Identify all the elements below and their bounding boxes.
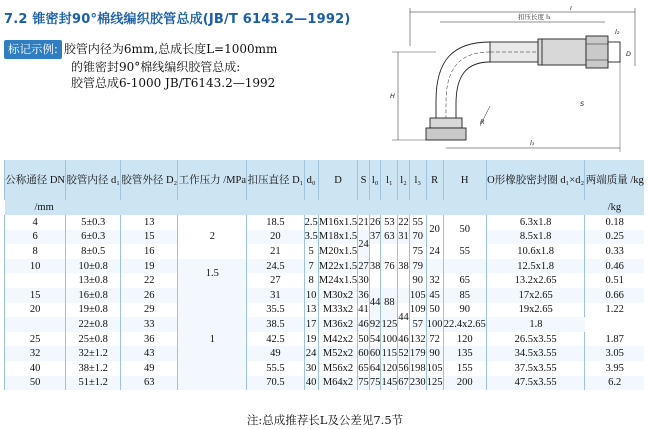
table-row [5, 317, 645, 332]
table-cell: 20 [426, 215, 443, 244]
table-cell: M64x2 [318, 376, 357, 391]
table-cell: 16 [121, 244, 178, 259]
table-row [5, 215, 645, 230]
table-cell: 21 [247, 244, 304, 259]
table-cell: 85 [443, 288, 486, 303]
table-cell: 0.18 [585, 215, 644, 230]
table-cell: 2 [178, 215, 247, 259]
drawing-label-R: R [480, 118, 485, 126]
table-cell: 10.6x1.8 [486, 244, 585, 259]
col-H: H [443, 160, 486, 200]
table-cell: M20x1.5 [318, 245, 358, 257]
col-l2: l₂ [398, 160, 410, 200]
table-cell: 2.5 [304, 216, 318, 228]
table-cell: 0.46 [585, 259, 644, 274]
table-cell: 63 [121, 376, 178, 391]
table-cell: 65 [443, 273, 486, 288]
table-cell: 29 [121, 303, 178, 318]
table-cell: 105 [426, 362, 443, 374]
table-cell [5, 317, 66, 332]
table-cell: 1.8 [486, 317, 585, 332]
table-cell: 19 [305, 333, 317, 345]
table-cell: 22 [398, 216, 409, 228]
table-cell: 31 [247, 288, 304, 303]
table-cell: 34.5x3.55 [486, 346, 585, 361]
table-cell: 27 [247, 273, 304, 288]
unit-kg: /kg [585, 200, 644, 215]
table-row [5, 230, 645, 245]
table-cell: 3.95 [585, 361, 644, 376]
table-cell: 5±0.3 [66, 215, 121, 230]
marking-example [4, 40, 277, 92]
table-cell: 22±0.8 [66, 317, 121, 332]
page-title: 7.2 锥密封90°棉线编织胶管总成(JB/T 6143.2—1992) [4, 12, 351, 27]
table-cell: 36 [358, 289, 369, 301]
table-cell: 120 [443, 332, 486, 347]
table-cell: 0.51 [585, 273, 644, 288]
table-cell: 38 [398, 244, 410, 288]
table-cell: 6 [5, 230, 66, 245]
table-row [5, 376, 645, 391]
table-cell: 26.5x3.55 [486, 332, 585, 347]
table-cell: 100 [381, 333, 398, 345]
table-cell: 33 [121, 317, 178, 332]
table-cell: 17 [305, 318, 317, 330]
table-row [5, 273, 645, 288]
spec-table [4, 160, 644, 390]
table-cell: M42x2 [318, 332, 357, 347]
table-cell: 41 [358, 304, 369, 316]
table-cell: 155 [443, 361, 486, 376]
table-cell: 6±0.3 [66, 230, 121, 245]
table-cell: 5 [304, 244, 318, 259]
drawing-label-l3-top: 扣压长度 l₃ [518, 13, 551, 21]
table-cell: 8 [304, 273, 318, 288]
table-cell: 3.05 [585, 346, 644, 361]
table-cell: 50 [358, 333, 369, 345]
table-cell: 46 [358, 318, 369, 330]
table-cell: 8 [5, 244, 66, 259]
table-cell: 50 [443, 215, 486, 244]
table-cell: 24.5 [247, 259, 304, 274]
table-cell: 1.87 [585, 332, 644, 347]
table-cell: 32 [426, 273, 443, 288]
example-line-1: 胶管内径为6mm,总成长度L=1000mm [63, 42, 278, 56]
table-cell: 90 [409, 273, 426, 288]
drawing-label-l3: l₃ [530, 139, 535, 147]
table-cell: 32±1.2 [66, 346, 121, 361]
table-cell: 63 [381, 230, 398, 245]
table-cell: 70.5 [247, 376, 304, 391]
table-cell: 70 [409, 230, 426, 245]
table-cell: 75 [358, 377, 369, 389]
table-cell: 198 [409, 362, 426, 374]
table-cell: 60 [369, 348, 381, 360]
col-S: S [358, 160, 370, 200]
col-d0: d₀ [304, 160, 318, 200]
table-cell: 24 [426, 244, 443, 259]
table-cell: 22.4x2.65 [443, 318, 486, 330]
col-R: R [426, 160, 443, 200]
table-cell: 0.66 [585, 288, 644, 303]
table-row [5, 361, 645, 376]
table-cell: 1.22 [585, 303, 644, 318]
table-cell: 125 [426, 377, 443, 389]
col-mass: 两端质量 /kg [585, 160, 644, 200]
table-cell: 13 [305, 304, 317, 316]
table-cell: 55.5 [247, 361, 304, 376]
drawing-label-l2: l₂ [615, 28, 620, 36]
table-cell [443, 259, 486, 274]
table-cell: 50 [426, 303, 443, 318]
table-row [5, 303, 645, 318]
table-cell: M33x2 [318, 303, 357, 318]
table-row [5, 288, 645, 303]
table-cell: 1.5 [178, 259, 247, 288]
col-l3: l₃ [409, 160, 426, 200]
table-cell: 30 [358, 275, 369, 287]
table-cell: 55 [443, 244, 486, 259]
table-cell: 17x2.65 [486, 288, 585, 303]
table-cell: 179 [409, 348, 426, 360]
col-pressure: 工作压力 /MPa [178, 160, 247, 200]
table-cell: 60 [358, 348, 369, 360]
table-cell: 19x2.65 [486, 303, 585, 318]
table-cell: 120 [381, 362, 398, 374]
table-cell: 15 [121, 230, 178, 245]
table-cell: 30 [305, 362, 317, 374]
table-cell: 8.5x1.8 [486, 230, 585, 245]
table-cell: 1 [178, 288, 247, 390]
table-cell: 135 [443, 346, 486, 361]
table-cell: 20 [247, 230, 304, 245]
table-cell: 35.5 [247, 303, 304, 318]
table-cell: 13 [121, 215, 178, 230]
table-cell: 65 [358, 362, 369, 374]
col-crimp: 扣压直径 D₁ [247, 160, 304, 200]
table-cell: 12.5x1.8 [486, 259, 585, 274]
table-cell: M30x2 [318, 288, 357, 303]
table-cell: 64 [369, 362, 381, 374]
table-cell: 125 [381, 318, 398, 330]
table-cell: 100 [426, 318, 443, 330]
table-cell: 37 [369, 231, 381, 243]
table-cell: 49 [121, 361, 178, 376]
table-cell: 200 [443, 376, 486, 391]
table-row [5, 332, 645, 347]
table-cell: 44 [369, 288, 381, 317]
table-row [5, 346, 645, 361]
table-cell: 40 [5, 361, 66, 376]
drawing-label-D: D [626, 50, 632, 58]
example-line-2: 的锥密封90°棉线编织胶管总成: [71, 59, 241, 74]
table-cell: M52x2 [318, 346, 357, 361]
table-row [5, 244, 645, 259]
table-cell: 92 [369, 318, 381, 330]
table-cell: 132 [409, 333, 426, 345]
table-cell: 115 [381, 348, 397, 360]
table-cell: 55 [409, 215, 426, 230]
table-cell: 24 [358, 230, 370, 259]
table-cell: M16x1.5 [318, 216, 358, 228]
table-cell: 6.3x1.8 [486, 215, 585, 230]
table-cell: 10±0.8 [66, 259, 121, 274]
table-cell [5, 273, 66, 288]
table-cell: 0.25 [585, 230, 644, 245]
col-d1: 胶管内径 d₁ [66, 160, 121, 200]
table-cell: 109 [409, 304, 426, 316]
table-cell: 32 [5, 346, 66, 361]
example-tag: 标记示例: [4, 40, 62, 59]
table-cell: 54 [369, 333, 381, 345]
table-cell [426, 259, 443, 274]
table-cell: 26 [369, 216, 381, 228]
table-cell: 105 [409, 289, 426, 301]
table-cell: 7 [304, 259, 318, 274]
table-cell: 56 [398, 362, 409, 374]
table-cell: 47.5x3.55 [486, 376, 585, 391]
table-cell: M56x2 [318, 361, 357, 376]
table-cell: 19 [121, 259, 178, 274]
table-cell: 45 [426, 288, 443, 303]
table-cell: 50 [5, 376, 66, 391]
drawing-label-H: H [390, 92, 395, 100]
table-cell: 13±0.8 [66, 273, 121, 288]
table-cell: 37.5x3.55 [486, 361, 585, 376]
table-cell: M22x1.5 [318, 260, 358, 272]
table-cell: 57 [409, 317, 426, 332]
table-cell: 53 [381, 215, 398, 230]
table-cell [398, 288, 410, 303]
table-cell: 15 [5, 288, 66, 303]
table-cell: 24 [305, 348, 317, 360]
table-cell: 4 [5, 215, 66, 230]
col-dn: 公称通径 DN [5, 160, 66, 200]
table-cell: 6.2 [585, 376, 644, 391]
table-cell: 51±1.2 [66, 376, 121, 391]
table-cell: 0.33 [585, 244, 644, 259]
table-cell: 27 [358, 260, 369, 272]
table-cell: 31 [398, 231, 409, 243]
table-cell: 25 [5, 332, 66, 347]
col-l0: l₀ [369, 160, 381, 200]
drawing-label-l: l [570, 6, 572, 12]
table-cell: 44 [398, 303, 410, 332]
table-cell: 3.5 [304, 231, 318, 243]
table-cell: 26 [121, 288, 178, 303]
unit-mm: /mm [5, 200, 487, 215]
table-cell: 40 [305, 377, 317, 389]
table-cell: M18x1.5 [318, 231, 358, 243]
table-cell: 38 [369, 244, 381, 288]
table-cell: 21 [358, 216, 369, 228]
table-cell: 52 [398, 348, 409, 360]
table-cell: 75 [409, 244, 426, 259]
table-cell: 16±0.8 [66, 288, 121, 303]
table-cell: 76 [381, 244, 398, 288]
table-cell: M36x2 [318, 317, 357, 332]
col-oring: O形橡胶密封圈 d₁×d₂ [486, 160, 585, 200]
table-cell: 79 [409, 259, 426, 274]
table-cell: 43 [121, 346, 178, 361]
hose-assembly-drawing [380, 6, 642, 156]
table-cell: 72 [426, 332, 443, 347]
table-cell: 20 [5, 303, 66, 318]
col-l1: l₁ [381, 160, 398, 200]
table-cell: 36 [121, 332, 178, 347]
table-cell: 8±0.5 [66, 244, 121, 259]
table-cell: 75 [369, 377, 381, 389]
table-cell: 90 [426, 346, 443, 361]
table-cell: 13.2x2.65 [486, 273, 585, 288]
table-cell: 10 [5, 259, 66, 274]
drawing-label-S: S [580, 100, 585, 108]
table-cell: 67 [398, 377, 409, 389]
table-cell: M24x1.5 [318, 275, 358, 287]
table-cell: 38.5 [247, 317, 304, 332]
table-cell: 19±0.8 [66, 303, 121, 318]
table-cell: 88 [381, 288, 398, 317]
table-cell: 49 [247, 346, 304, 361]
table-row [5, 259, 645, 274]
table-cell: 46 [398, 333, 409, 345]
table-cell: 22 [121, 273, 178, 288]
table-cell: 145 [381, 377, 398, 389]
table-cell: 10 [305, 289, 317, 301]
table-cell: 18.5 [247, 215, 304, 230]
col-D: D [318, 160, 357, 200]
col-d2: 胶管外径 D₂ [121, 160, 178, 200]
table-cell: 42.5 [247, 332, 304, 347]
table-cell: 90 [443, 303, 486, 318]
table-cell: 230 [409, 377, 426, 389]
table-cell: 38±1.2 [66, 361, 121, 376]
example-line-3: 胶管总成6-1000 JB/T6143.2—1992 [71, 76, 276, 90]
table-cell: 25±0.8 [66, 332, 121, 347]
footnote: 注:总成推荐长L及公差见7.5节 [246, 413, 404, 427]
